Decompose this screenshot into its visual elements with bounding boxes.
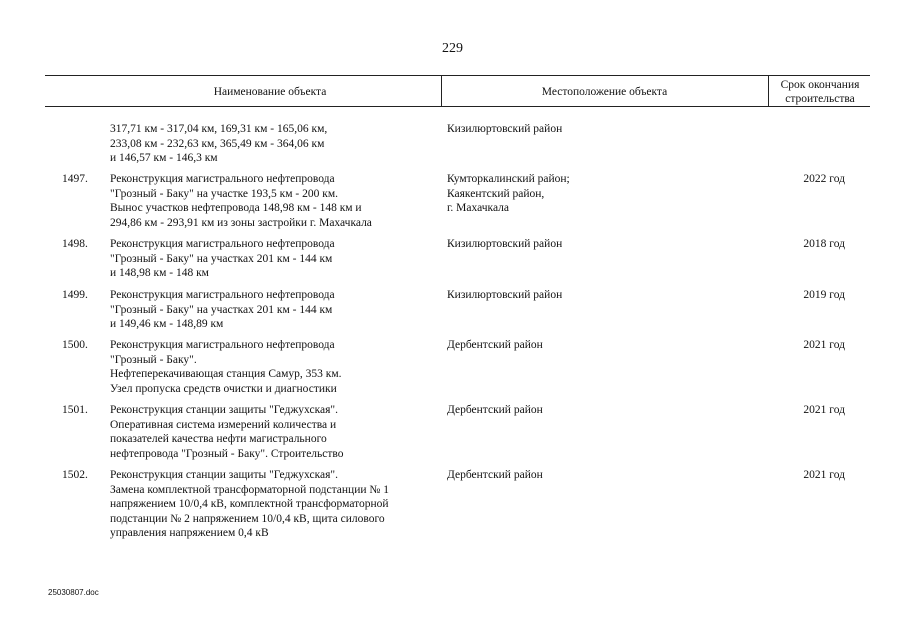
row-1-name: Реконструкция магистрального нефтепровода "Грозный - Баку" на участке 193,5 км - 200 км. Вынос участков нефтепровода 148,98 км - 148 км и 294,86 км - 293,91 км из зоны застройки г. Махачкала — [110, 173, 372, 229]
document-filename: 25030807.doc — [48, 588, 99, 597]
page-number: 229 — [442, 41, 463, 56]
header-name: Наименование объекта — [213, 86, 327, 98]
header-top-rule — [45, 75, 870, 76]
row-3-number: 1499. — [62, 289, 88, 301]
row-4-number: 1500. — [62, 339, 88, 351]
row-0-location: Кизилюртовский район — [447, 123, 563, 135]
row-5-number: 1501. — [62, 404, 88, 416]
header-divider-2 — [768, 75, 769, 107]
row-1-number: 1497. — [62, 173, 88, 185]
header-deadline: Срок окончания строительства — [780, 79, 860, 105]
row-2-name: Реконструкция магистрального нефтепровода "Грозный - Баку" на участках 201 км - 144 км и 148,98 км - 148 км — [110, 238, 335, 279]
row-2-location: Кизилюртовский район — [447, 238, 563, 250]
row-6-name: Реконструкция станции защиты "Геджухская". Замена комплектной трансформаторной подстанции № 1 напряжением 10/0,4 кВ, комплектной трансформаторной подстанции № 2 напряжением 10/0,4 кВ, щита силового управления напряжением 0,4 кВ — [110, 469, 389, 539]
row-6-number: 1502. — [62, 469, 88, 481]
row-2-number: 1498. — [62, 238, 88, 250]
row-4-year: 2021 год — [803, 339, 845, 351]
row-5-year: 2021 год — [803, 404, 845, 416]
row-6-year: 2021 год — [803, 469, 845, 481]
row-4-location: Дербентский район — [447, 339, 543, 351]
row-6-location: Дербентский район — [447, 469, 543, 481]
row-5-name: Реконструкция станции защиты "Геджухская". Оперативная система измерений количества и показателей качества нефти магистрального нефтепровода "Грозный - Баку". Строительство — [110, 404, 344, 460]
row-2-year: 2018 год — [803, 238, 845, 250]
row-4-name: Реконструкция магистрального нефтепровода "Грозный - Баку". Нефтеперекачивающая станция Самур, 353 км. Узел пропуска средств очистки и диагностики — [110, 339, 342, 395]
header-bottom-rule — [45, 106, 870, 107]
row-1-year: 2022 год — [803, 173, 845, 185]
row-1-location: Кумторкалинский район; Каякентский район, г. Махачкала — [447, 173, 570, 214]
row-3-location: Кизилюртовский район — [447, 289, 563, 301]
header-location: Местоположение объекта — [541, 86, 668, 98]
row-0-name: 317,71 км - 317,04 км, 169,31 км - 165,06 км, 233,08 км - 232,63 км, 365,49 км - 364,06 км и 146,57 км - 146,3 км — [110, 123, 328, 164]
row-3-year: 2019 год — [803, 289, 845, 301]
row-3-name: Реконструкция магистрального нефтепровода "Грозный - Баку" на участках 201 км - 144 км и 149,46 км - 148,89 км — [110, 289, 335, 330]
row-5-location: Дербентский район — [447, 404, 543, 416]
